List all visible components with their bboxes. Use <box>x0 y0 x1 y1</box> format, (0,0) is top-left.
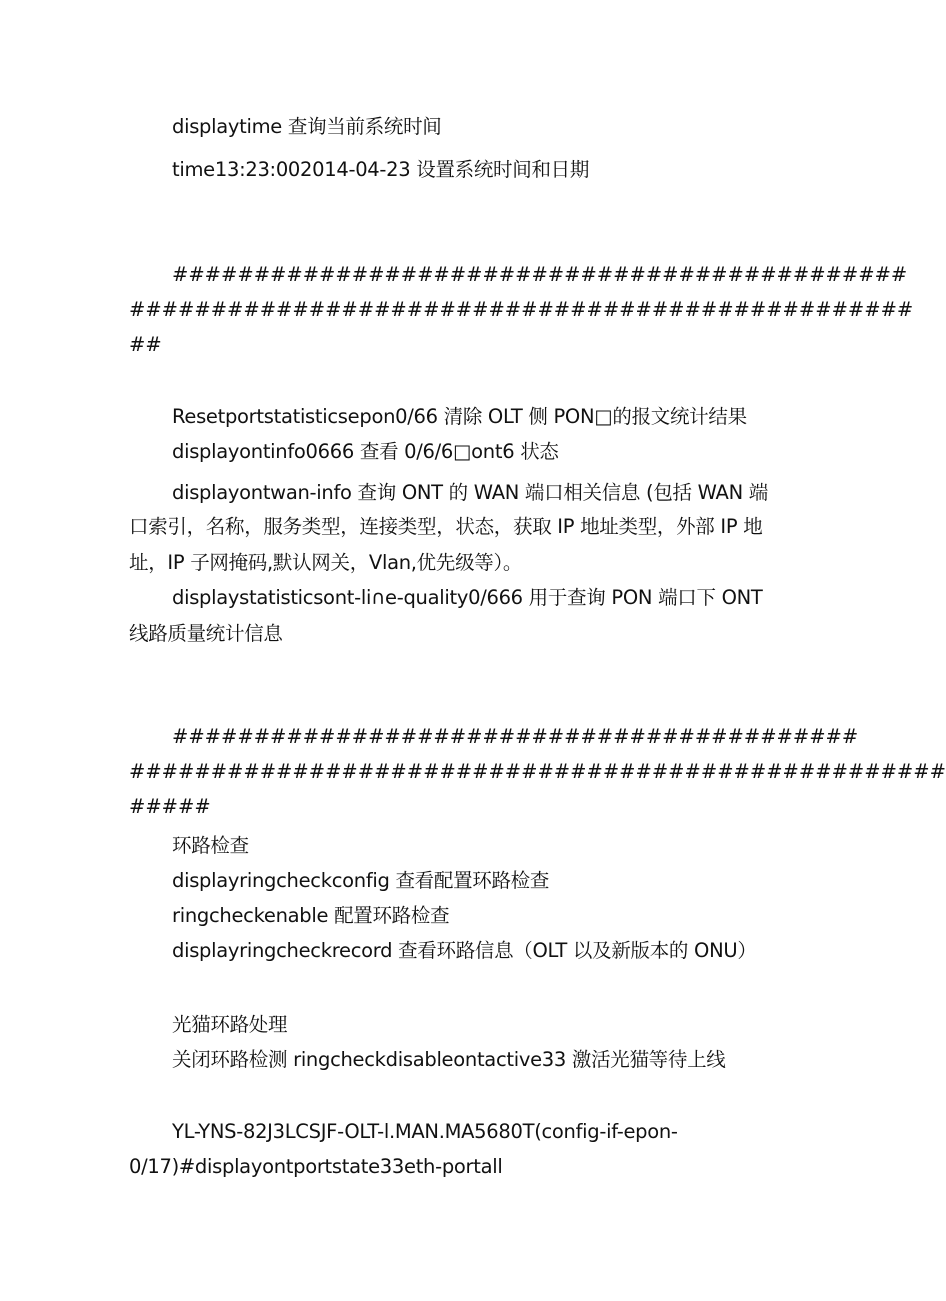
section-heading: 光猫环路处理 <box>172 1013 288 1036</box>
text-line: 关闭环路检测 ringcheckdisableontactive33 激活光猫等待上线 <box>172 1048 726 1071</box>
text-line: 0/17)#displayontportstate33eth-portall <box>129 1155 503 1178</box>
text-line: Resetportstatisticsepon0/66 清除 OLT 侧 PON□的报文统计结果 <box>172 405 747 428</box>
text-line: YL-YNS-82J3LCSJF-OLT-l.MAN.MA5680T(config-if-epon- <box>172 1120 678 1143</box>
hash-separator: ################################################ <box>129 298 914 321</box>
hash-separator: ################################################## <box>129 760 946 783</box>
text-line: displaytime 查询当前系统时间 <box>172 115 442 138</box>
text-line: displayontinfo0666 查看 0/6/6□ont6 状态 <box>172 440 559 463</box>
text-line: displaystatisticsont-li∩e-quality0/666 用于查询 PON 端口下 ONT <box>172 586 763 609</box>
text-line: displayontwan-info 查询 ONT 的 WAN 端口相关信息 (包括 WAN 端 <box>172 481 768 504</box>
text-line: time13:23:002014-04-23 设置系统时间和日期 <box>172 158 590 181</box>
hash-separator: ########################################## <box>172 725 859 748</box>
hash-separator: ##### <box>129 795 211 818</box>
text-line: ringcheckenable 配置环路检查 <box>172 904 450 927</box>
text-line: displayringcheckconfig 查看配置环路检查 <box>172 869 550 892</box>
section-heading: 环路检查 <box>172 834 249 857</box>
text-line: 线路质量统计信息 <box>129 622 283 645</box>
hash-separator: ## <box>129 333 162 356</box>
text-line: 口索引，名称，服务类型，连接类型，状态，获取 IP 地址类型，外部 IP 地 <box>129 515 763 538</box>
hash-separator: ############################################# <box>172 263 908 286</box>
text-line: displayringcheckrecord 查看环路信息（OLT 以及新版本的 ONU） <box>172 939 757 962</box>
text-line: 址，IP 子网掩码,默认网关，Vlan,优先级等）。 <box>129 551 523 574</box>
